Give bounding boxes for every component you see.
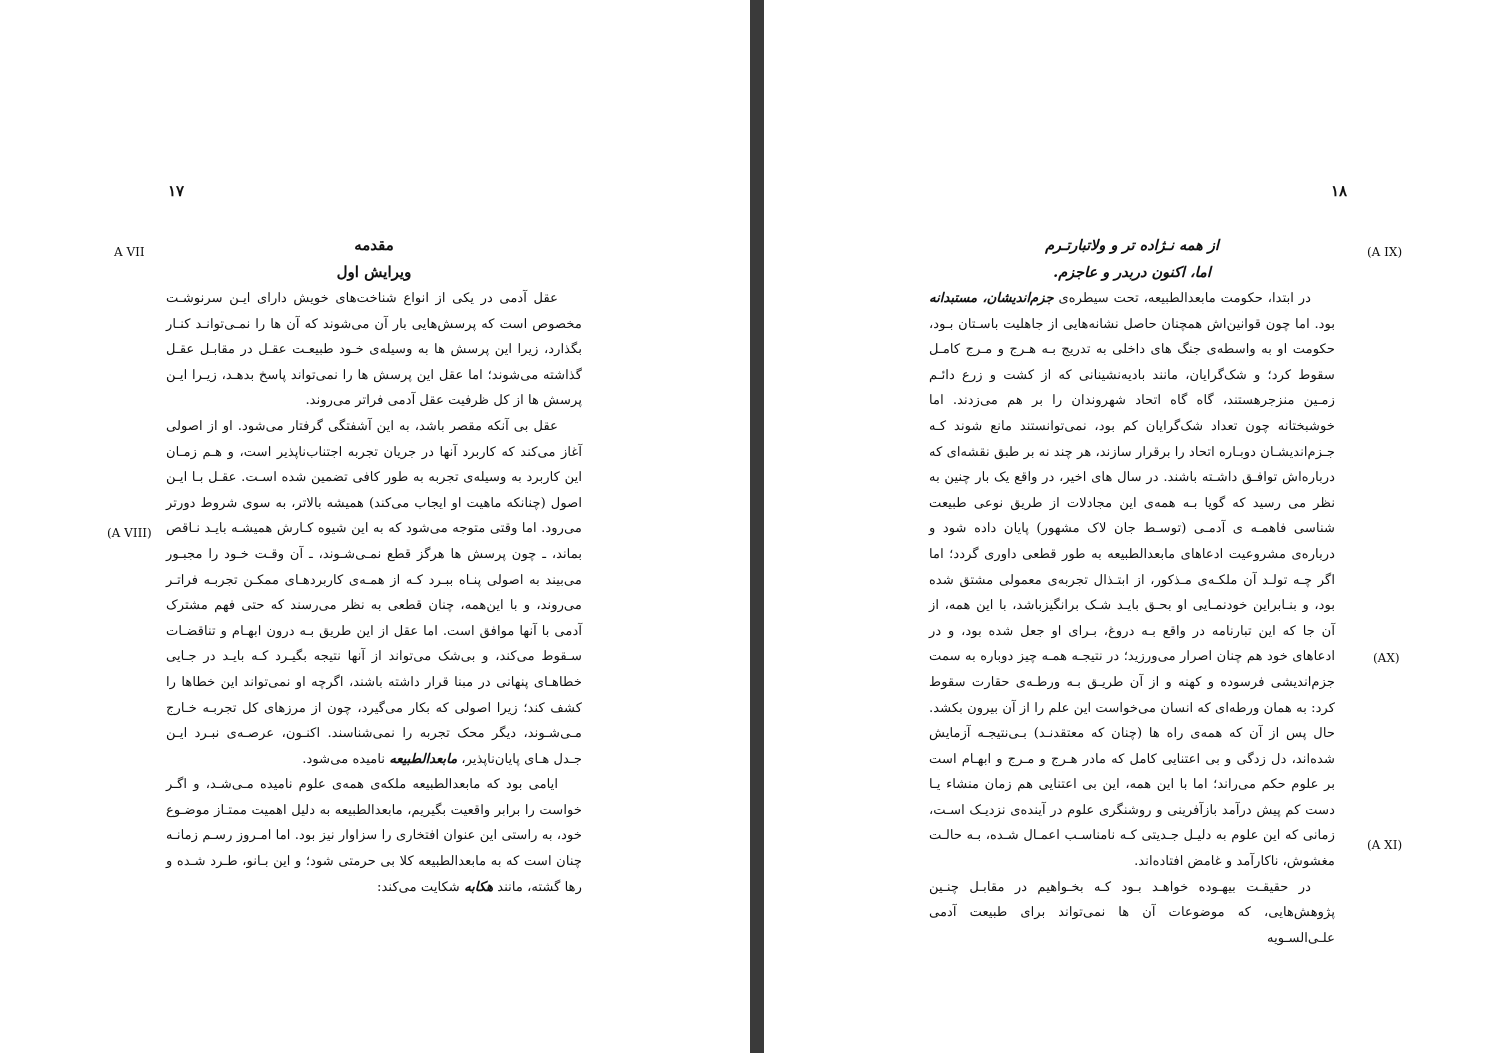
emphasized-term: مابعدالطبیعه <box>389 751 458 767</box>
paragraph <box>166 772 582 900</box>
margin-reference: (AX) <box>1373 651 1400 665</box>
paragraph-text: در ابتدا، حکومت مابعدالطبیعه، تحت سیطره‌ی <box>1058 291 1311 306</box>
margin-reference: (A XI) <box>1367 838 1403 852</box>
book-gutter <box>750 0 764 1053</box>
section-subtitle: ویرایش اول <box>336 263 412 281</box>
paragraph <box>929 286 1335 875</box>
left-page <box>0 0 750 1053</box>
section-title: مقدمه <box>354 236 394 254</box>
paragraph <box>166 414 582 772</box>
right-page <box>764 0 1511 1053</box>
margin-reference: (A IX) <box>1367 245 1403 259</box>
page-number: ۱۸ <box>1331 182 1348 200</box>
page-number: ۱۷ <box>168 182 185 200</box>
text-column <box>166 232 582 900</box>
emphasized-name: هکابه <box>464 879 494 895</box>
verse-line: اما، اکنون دربدر و عاجزم. <box>1053 264 1211 281</box>
paragraph-text: نامیده می‌شود. <box>302 751 386 767</box>
verse-line: از همه نـژاده تر و ولاتبارتـرم <box>1045 237 1219 254</box>
paragraph: عقل آدمی در یکی از انواع شناخت‌های خویش دارای ایـن سرنوشـت مخصوص است که پرسش‌هایی بار آن می‌شوند که آن ها را نمـی‌توانـد کنـار بگذارد، زیرا این پرسش ها به وسیله‌ی خـود طبیعـت عقـل در مقابـل عقـل گذاشته می‌شوند؛ اما عقل این پرسش ها را نمی‌تواند پاسخ بدهـد، زیـرا ایـن پرسش ها از کل ظرفیت عقل آدمی فراتر می‌روند. <box>166 291 582 409</box>
paragraph-text: بود. اما چون قوانین‌اش همچنان حاصل نشانه‌هایی از جاهلیت باسـتان بـود، حکومت او به واسطه‌ی جنگ های داخلی به تدریج بـه هـرج و مـرج کامـل سقوط کرد؛ و شک‌گرایان، مانند بادیه‌نشینانی که از کشت و زرع دائـم زمـین منزجرهستند، گاه گاه اتحاد شهروندان را بر هم می‌زدند. اما خوشبختانه چون تعداد شک‌گرایان کم بود، نمی‌توانستند مانع شوند کـه جـزم‌اندیشـان دوبـاره اتحاد را برقرار سازند، هر چند نه بر طبق نقشه‌ای که درباره‌اش توافـق داشـته باشند. در سال های اخیر، در واقع یک بار چنین به نظر می رسید که گویا بـه همه‌ی این مجادلات از طریق نوعی طبیعت شناسی فاهمـه ی آدمـی (توسـط جان لاک مشهور) پایان داده شود و درباره‌ی مشروعیت ادعاهای مابعدالطبیعه به طور قطعی داوری گردد؛ اما اگر چـه تولـد آن ملکـه‌ی مـذکور، از ابتـذال تجربه‌ی معمولی مشتق شده بود، و بنـابراین خودنمـایی او بحـق بایـد شـک برانگیزباشد، با این همه، از آن جا که این تبارنامه در واقع بـه دروغ، بـرای او جعل شده بود، و در ادعاهای خود هم چنان اصرار می‌ورزید؛ در نتیجـه همـه چیز دوباره به سمت جزم‌اندیشی فرسوده و کهنه و از آن طریـق بـه ورطـه‌ی حقارت سقوط کرد: به همان ورطه‌ای که انسان می‌خواست این علم را از آن بیرون بکشد. حال پس از آن که همه‌ی راه ها (چنان که معتقدنـد) بـی‌نتیجـه آزمایش شده‌اند، دل زدگی و بی اعتنایی کامل که مادر هـرج و مـرج و ابهـام است بر علوم حکم می‌راند؛ اما با این همه، این بی اعتنایی هم زمان منشاء یـا دست کم پیش درآمد بازآفرینی و روشنگری علوم در آینده‌ی نزدیـک اسـت، زمانی که این علوم به دلیـل جـدیتی کـه نامناسـب اعمـال شـده، بـه حالـت مغشوش، ناکارآمد و غامض افتاده‌اند. <box>929 316 1335 870</box>
paragraph-text: ایامی بود که مابعدالطبیعه ملکه‌ی همه‌ی علوم نامیده مـی‌شـد، و اگـر خواست را برابر واقعیت بگیریم، مابعدالطبیعه به دلیل اهمیت ممتـاز موضـوع خود، به راستی این عنوان افتخاری را سزاوار نیز بود. اما امـروز رسـم زمانـه چنان است که به مابعدالطبیعه کلا بی حرمتی شود؛ و این بـانو، طـرد شـده و رها گشته، مانند <box>166 777 582 895</box>
paragraph-text: شکایت می‌کند: <box>377 879 460 895</box>
margin-reference: (A VIII) <box>107 526 152 540</box>
margin-reference: A VII <box>114 245 145 259</box>
emphasized-term: جزم‌اندیشان، مستبدانه <box>929 291 1054 306</box>
paragraph-text: عقل بی آنکه مقصر باشد، به این آشفتگی گرفتار می‌شود. او از اصولی آغاز می‌کند که کاربرد آنها در جریان تجربه اجتناب‌ناپذیر است، و هـم زمـان این کاربرد به وسیله‌ی تجربه به طور کافی تضمین شده اسـت. عقـل بـا ایـن اصول (چنانکه ماهیت او ایجاب می‌کند) همیشه بالاتر، به سوی شروط دورتر می‌رود. اما وقتی متوجه می‌شود که به این شیوه کـارش همیشـه بایـد نـاقص بماند، ـ چون پرسش ها هرگز قطع نمـی‌شـوند، ـ آن وقـت خـود را مجبـور می‌بیند به اصولی پنـاه ببـرد کـه از همـه‌ی کاربردهـای ممکـن تجربـه فراتـر می‌روند، و با این‌همه، چنان قطعی به نظر می‌رسند که حتی فهم مشترک آدمی با آنها موافق است. اما عقل از این طریق بـه درون ابهـام و تناقضـات سـقوط می‌کند، و بی‌شک می‌تواند از آنها نتیجه بگیـرد کـه بایـد در جـایی خطاهـای پنهانی در مبنا قرار داشته باشند، اگرچه او نمی‌تواند این خطاها را کشف کند؛ زیرا اصولی که بکار می‌گیرد، چون از مرزهای کل تجربـه خـارج مـی‌شـوند، دیگر محک تجربه را نمی‌شناسند. اکنـون، عرصـه‌ی نبـرد ایـن جـدل هـای پایان‌ناپذیر، <box>166 418 582 767</box>
paragraph: در حقیقـت بیهـوده خواهـد بـود کـه بخـواهیم در مقابـل چنـین پژوهش‌هایی، که موضوعات آن ها نمی‌تواند برای طبیعت آدمی علـی‌السـویه <box>929 879 1335 946</box>
text-column <box>929 232 1335 951</box>
